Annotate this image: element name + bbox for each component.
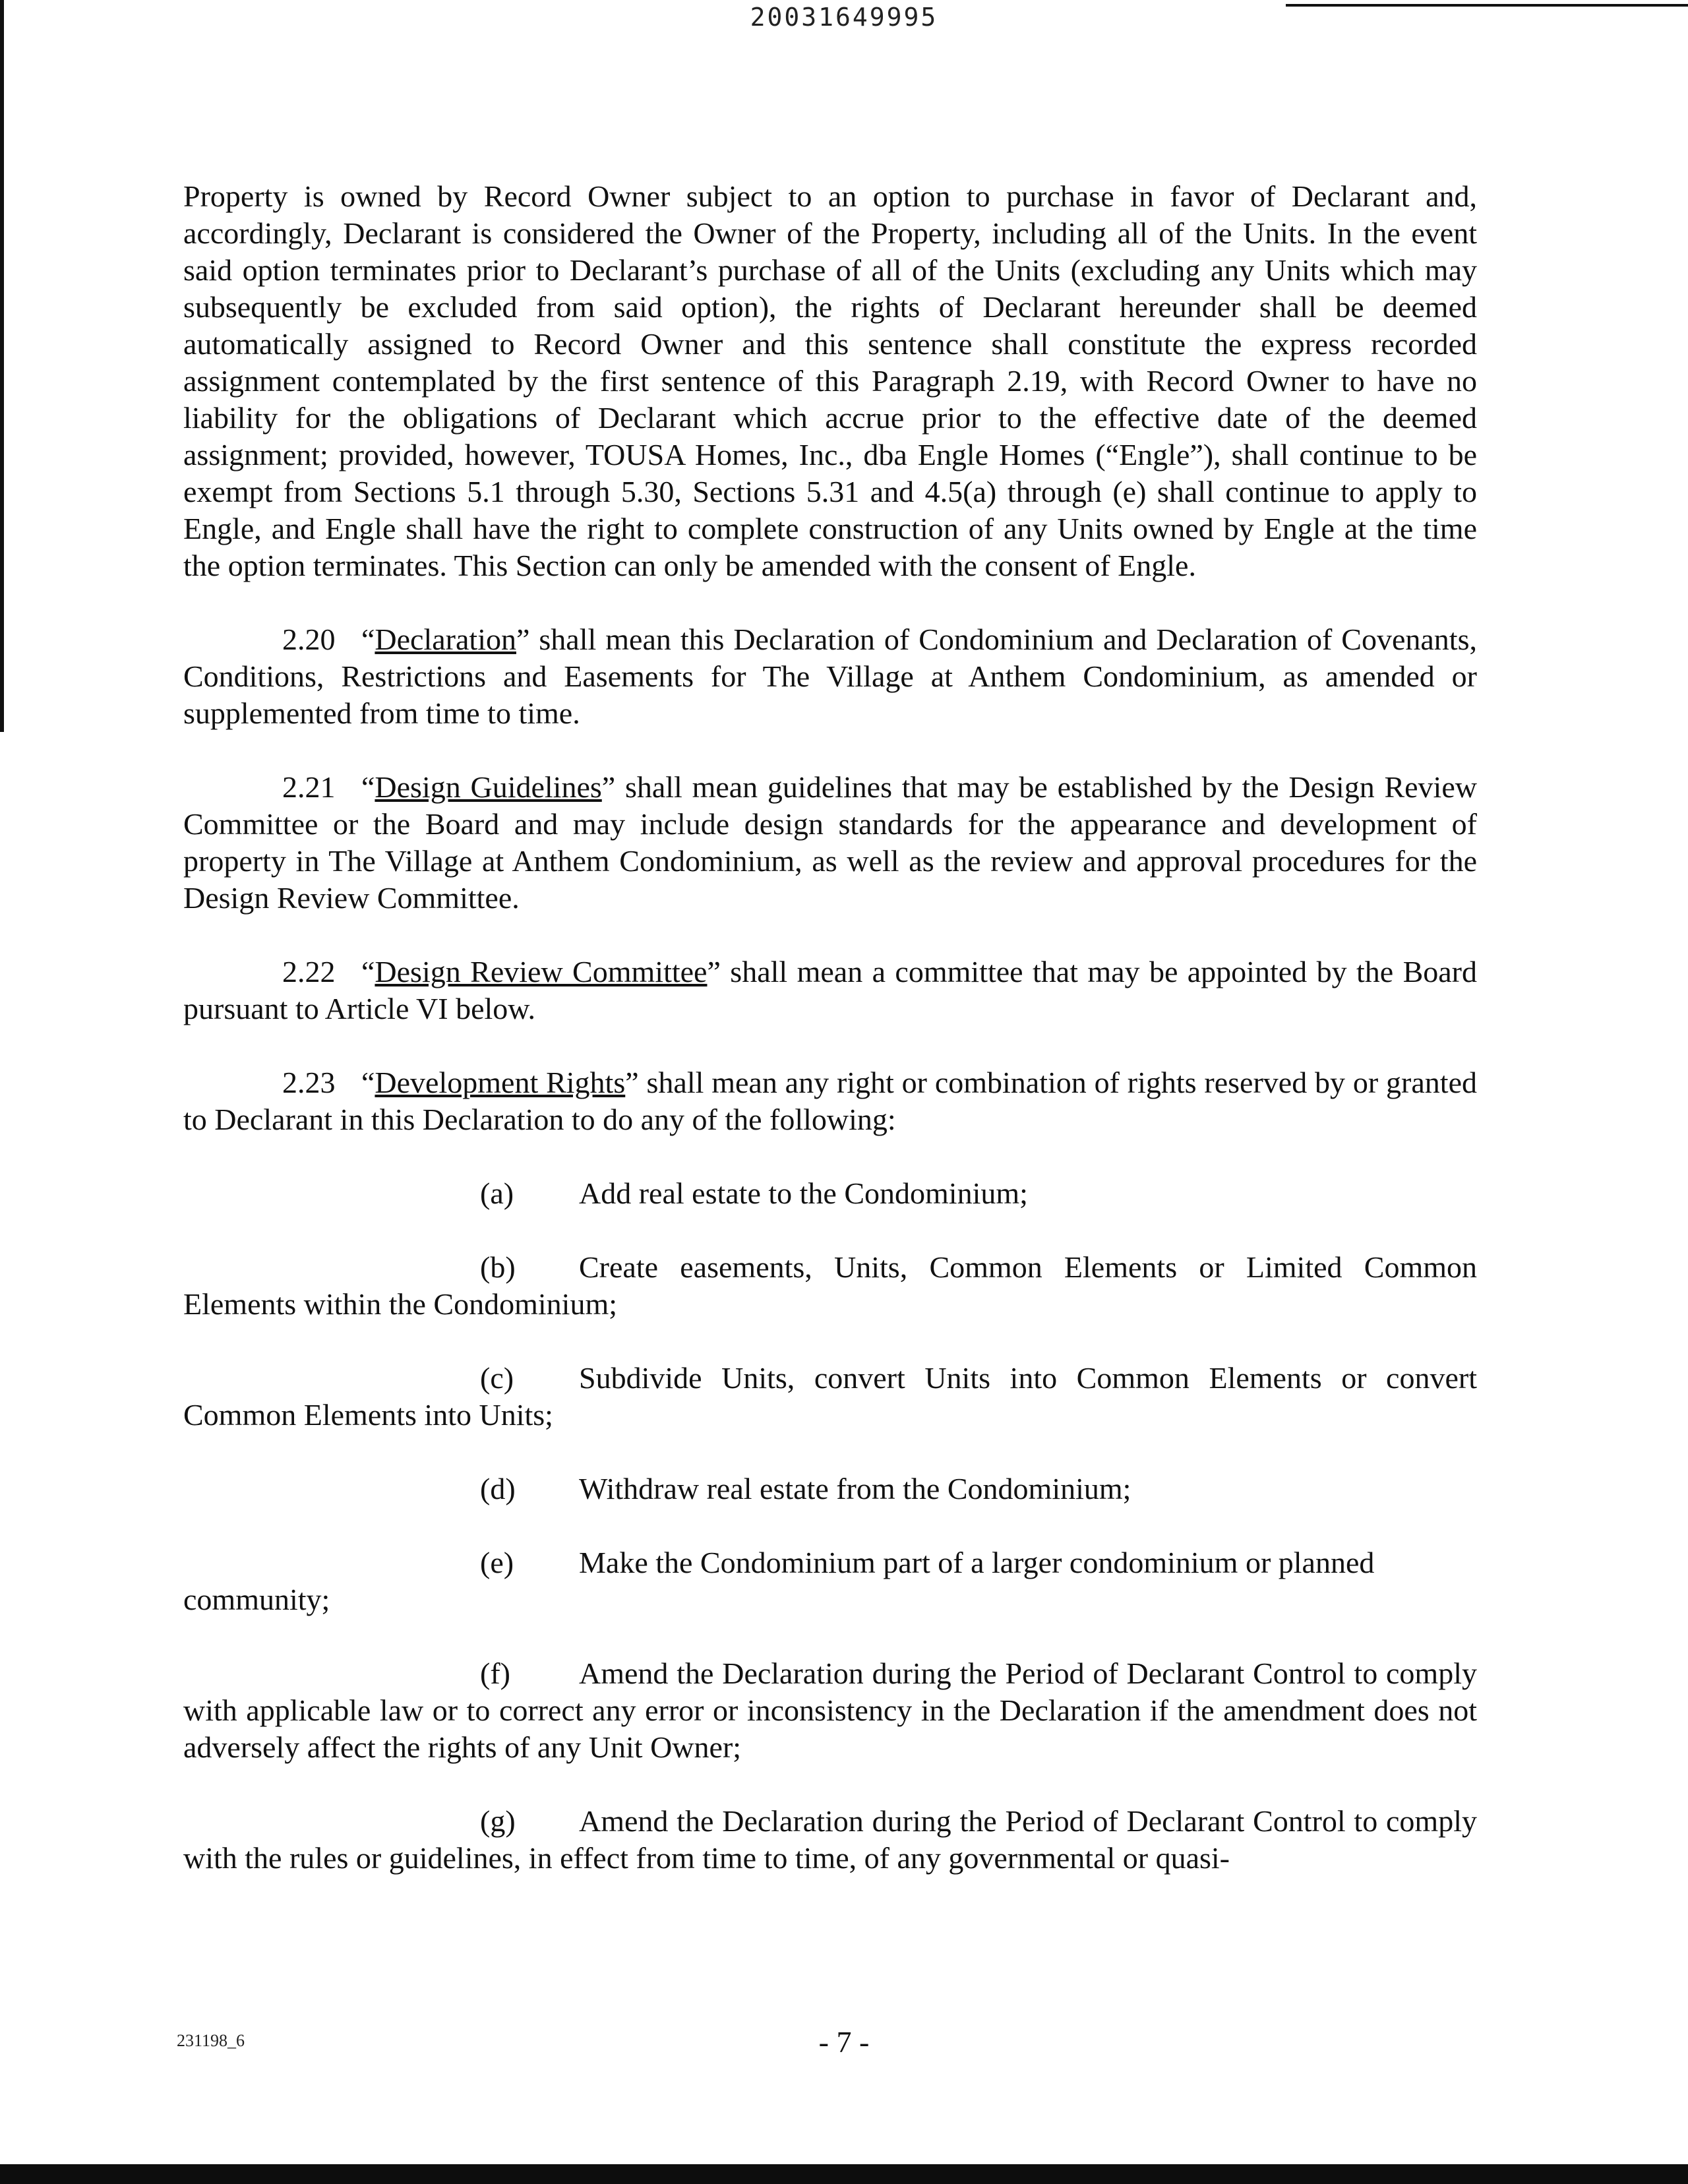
section-number: 2.20 (282, 622, 336, 656)
item-label: (a) (480, 1176, 514, 1210)
document-number: 20031649995 (750, 3, 938, 32)
defined-term: Development Rights (375, 1066, 626, 1099)
list-item-e (183, 1544, 1477, 1618)
list-item-f (183, 1655, 1477, 1766)
item-label: (g) (480, 1804, 516, 1838)
section-2-20 (183, 621, 1477, 732)
item-text: Subdivide Units, convert Units into Common Elements or convert Common Elements into Units; (183, 1361, 1477, 1432)
section-2-23 (183, 1064, 1477, 1138)
footer-document-code: 231198_6 (177, 2031, 245, 2050)
section-2-22 (183, 954, 1477, 1027)
item-text: Amend the Declaration during the Period of Declarant Control to comply with the rules or guidelines, in effect from time to time, of any governmental or quasi- (183, 1804, 1477, 1875)
section-text: ” shall mean any right or combination of rights reserved by or granted to Declarant in this Declaration to do any of the following: (183, 1066, 1477, 1136)
scan-left-edge (0, 0, 4, 732)
list-item-d (183, 1471, 1477, 1507)
list-item-c (183, 1360, 1477, 1434)
item-text: Add real estate to the Condominium; (579, 1176, 1028, 1210)
item-text: Make the Condominium part of a larger condominium or planned (579, 1546, 1375, 1579)
section-text: ” shall mean guidelines that may be established by the Design Review Committee or the Board and may include design standards for the appearance and development of property in The Village at Anthem Condominium, as well as the review and approval procedures for the Design Review Committee. (183, 770, 1477, 915)
item-text: Create easements, Units, Common Elements or Limited Common Elements within the Condominium; (183, 1250, 1477, 1321)
item-label: (e) (480, 1546, 514, 1579)
document-body (183, 178, 1477, 1914)
open-quote: “ (361, 770, 375, 804)
section-number: 2.22 (282, 955, 336, 988)
item-text: Withdraw real estate from the Condominium; (579, 1472, 1131, 1505)
item-label: (c) (480, 1361, 514, 1395)
section-text: ” shall mean this Declaration of Condominium and Declaration of Covenants, Conditions, Restrictions and Easements for The Village at Anthem Condominium, as amended or supplemented from time to time. (183, 622, 1477, 730)
list-item-a (183, 1175, 1477, 1212)
open-quote: “ (361, 955, 375, 988)
open-quote: “ (361, 1066, 375, 1099)
item-label: (f) (480, 1656, 510, 1690)
section-number: 2.21 (282, 770, 336, 804)
defined-term: Design Guidelines (375, 770, 602, 804)
item-text: Amend the Declaration during the Period of Declarant Control to comply with applicable law or to correct any error or inconsistency in the Declaration if the amendment does not adversely affect the rights of any Unit Owner; (183, 1656, 1477, 1764)
list-item-b (183, 1249, 1477, 1323)
section-number: 2.23 (282, 1066, 336, 1099)
intro-paragraph: Property is owned by Record Owner subject to an option to purchase in favor of Declarant and, accordingly, Declarant is considered the Owner of the Property, including all of the Units. In the event said option terminates prior to Declarant’s purchase of all of the Units (excluding any Units which may subsequently be excluded from said option), the rights of Declarant hereunder shall be deemed automatically assigned to Record Owner and this sentence shall constitute the express recorded assignment contemplated by the first sentence of this Paragraph 2.19, with Record Owner to have no liability for the obligations of Declarant which accrue prior to the effective date of the deemed assignment; provided, however, TOUSA Homes, Inc., dba Engle Homes (“Engle”), shall continue to be exempt from Sections 5.1 through 5.30, Sections 5.31 and 4.5(a) through (e) shall continue to apply to Engle, and Engle shall have the right to complete construction of any Units owned by Engle at the time the option terminates. This Section can only be amended with the consent of Engle. (183, 179, 1477, 582)
section-text: ” shall mean a committee that may be appointed by the Board pursuant to Article VI below. (183, 955, 1477, 1025)
section-2-21 (183, 769, 1477, 917)
defined-term: Declaration (375, 622, 516, 656)
item-text-continuation: community; (183, 1583, 330, 1616)
open-quote: “ (361, 622, 375, 656)
scan-bottom-band (0, 2164, 1688, 2184)
item-label: (d) (480, 1472, 516, 1505)
item-label: (b) (480, 1250, 516, 1284)
defined-term: Design Review Committee (375, 955, 708, 988)
page-number: - 7 - (818, 2025, 870, 2059)
list-item-g (183, 1803, 1477, 1877)
